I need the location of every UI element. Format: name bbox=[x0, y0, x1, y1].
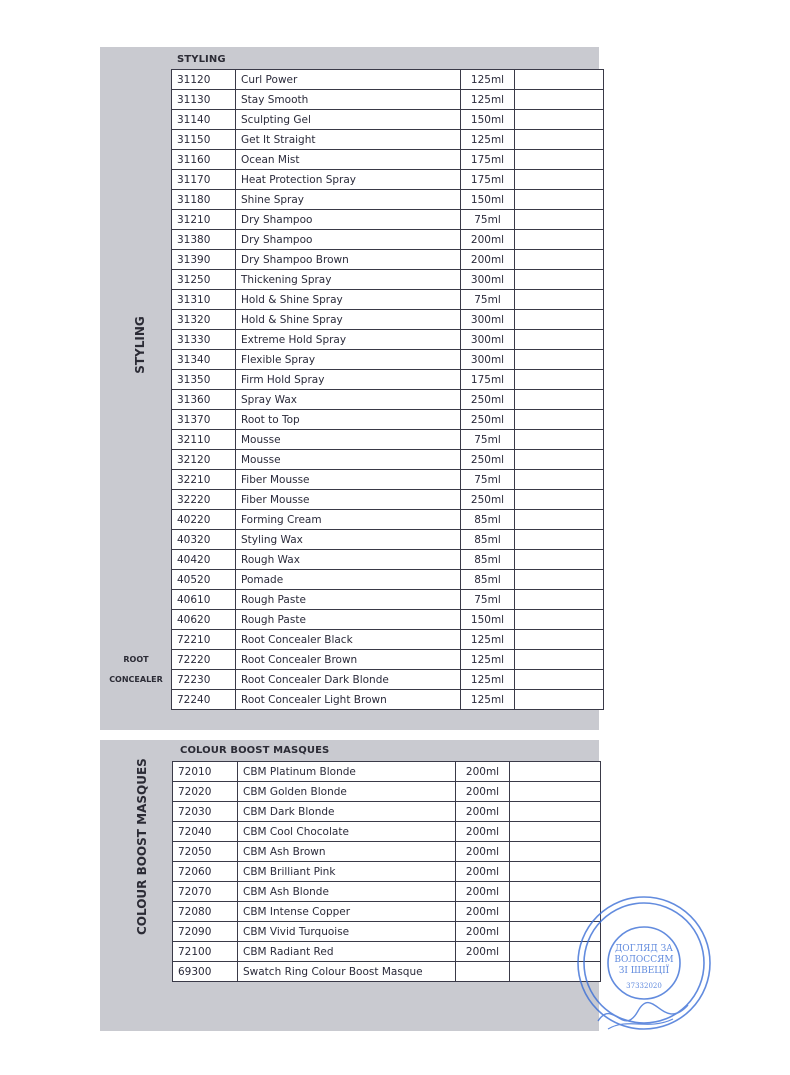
empty-cell bbox=[515, 690, 604, 710]
table-row bbox=[172, 470, 604, 490]
product-code: 32210 bbox=[172, 470, 236, 490]
empty-cell bbox=[515, 370, 604, 390]
product-code: 72240 bbox=[172, 690, 236, 710]
product-name: Heat Protection Spray bbox=[236, 170, 461, 190]
product-code: 72100 bbox=[173, 942, 238, 962]
product-size: 300ml bbox=[461, 310, 515, 330]
product-name: CBM Brilliant Pink bbox=[238, 862, 456, 882]
styling-side-label: STYLING bbox=[133, 316, 147, 374]
product-name: Curl Power bbox=[236, 70, 461, 90]
product-size: 250ml bbox=[461, 390, 515, 410]
product-name: Hold & Shine Spray bbox=[236, 310, 461, 330]
table-row bbox=[173, 802, 601, 822]
product-code: 40610 bbox=[172, 590, 236, 610]
product-name: Rough Wax bbox=[236, 550, 461, 570]
empty-cell bbox=[515, 170, 604, 190]
official-stamp bbox=[568, 893, 718, 1045]
product-code: 31370 bbox=[172, 410, 236, 430]
table-row bbox=[172, 210, 604, 230]
table-row bbox=[172, 650, 604, 670]
product-size: 200ml bbox=[461, 230, 515, 250]
product-code: 72070 bbox=[173, 882, 238, 902]
table-row bbox=[172, 390, 604, 410]
product-name: Forming Cream bbox=[236, 510, 461, 530]
product-name: Shine Spray bbox=[236, 190, 461, 210]
product-size: 200ml bbox=[456, 802, 510, 822]
product-size: 175ml bbox=[461, 150, 515, 170]
product-code: 31130 bbox=[172, 90, 236, 110]
empty-cell bbox=[515, 490, 604, 510]
product-size: 200ml bbox=[456, 842, 510, 862]
product-size: 75ml bbox=[461, 430, 515, 450]
product-name: Fiber Mousse bbox=[236, 490, 461, 510]
table-row bbox=[172, 110, 604, 130]
cbm-table bbox=[172, 761, 601, 982]
table-row bbox=[172, 530, 604, 550]
table-row bbox=[172, 510, 604, 530]
product-code: 72050 bbox=[173, 842, 238, 862]
product-size: 300ml bbox=[461, 270, 515, 290]
table-row bbox=[172, 490, 604, 510]
table-row bbox=[172, 690, 604, 710]
product-name: Stay Smooth bbox=[236, 90, 461, 110]
product-name: Dry Shampoo Brown bbox=[236, 250, 461, 270]
empty-cell bbox=[515, 190, 604, 210]
empty-cell bbox=[515, 410, 604, 430]
product-name: Firm Hold Spray bbox=[236, 370, 461, 390]
product-code: 31380 bbox=[172, 230, 236, 250]
product-code: 69300 bbox=[173, 962, 238, 982]
table-row bbox=[172, 270, 604, 290]
table-row bbox=[173, 842, 601, 862]
root-concealer-label-line1: ROOT bbox=[123, 655, 149, 664]
product-code: 31350 bbox=[172, 370, 236, 390]
product-name: Thickening Spray bbox=[236, 270, 461, 290]
table-row bbox=[173, 782, 601, 802]
product-name: Swatch Ring Colour Boost Masque bbox=[238, 962, 456, 982]
product-name: Ocean Mist bbox=[236, 150, 461, 170]
product-code: 72020 bbox=[173, 782, 238, 802]
product-code: 72010 bbox=[173, 762, 238, 782]
stamp-text-1: ДОГЛЯД ЗА bbox=[614, 944, 674, 954]
product-size: 300ml bbox=[461, 350, 515, 370]
empty-cell bbox=[515, 550, 604, 570]
table-row bbox=[172, 430, 604, 450]
empty-cell bbox=[515, 670, 604, 690]
product-name: CBM Platinum Blonde bbox=[238, 762, 456, 782]
product-code: 31210 bbox=[172, 210, 236, 230]
product-name: CBM Ash Brown bbox=[238, 842, 456, 862]
table-row bbox=[172, 70, 604, 90]
product-code: 31120 bbox=[172, 70, 236, 90]
product-size: 125ml bbox=[461, 650, 515, 670]
table-row bbox=[172, 310, 604, 330]
empty-cell bbox=[515, 330, 604, 350]
product-code: 32120 bbox=[172, 450, 236, 470]
cbm-section-title: COLOUR BOOST MASQUES bbox=[180, 745, 330, 756]
product-code: 31320 bbox=[172, 310, 236, 330]
table-row bbox=[172, 350, 604, 370]
product-name: Styling Wax bbox=[236, 530, 461, 550]
product-size: 200ml bbox=[456, 822, 510, 842]
product-size: 75ml bbox=[461, 290, 515, 310]
product-size: 85ml bbox=[461, 570, 515, 590]
product-size: 125ml bbox=[461, 690, 515, 710]
table-row bbox=[173, 902, 601, 922]
table-row bbox=[173, 962, 601, 982]
product-name: Root Concealer Brown bbox=[236, 650, 461, 670]
product-code: 72080 bbox=[173, 902, 238, 922]
table-row bbox=[172, 550, 604, 570]
empty-cell bbox=[515, 630, 604, 650]
product-code: 31390 bbox=[172, 250, 236, 270]
cbm-side-label: COLOUR BOOST MASQUES bbox=[135, 758, 149, 935]
product-size: 85ml bbox=[461, 530, 515, 550]
product-code: 31310 bbox=[172, 290, 236, 310]
product-name: Pomade bbox=[236, 570, 461, 590]
product-size: 200ml bbox=[461, 250, 515, 270]
empty-cell bbox=[515, 310, 604, 330]
product-code: 72090 bbox=[173, 922, 238, 942]
product-name: Get It Straight bbox=[236, 130, 461, 150]
empty-cell bbox=[515, 590, 604, 610]
stamp-text-3: ЗІ ШВЕЦІЇ bbox=[618, 966, 670, 976]
product-name: CBM Cool Chocolate bbox=[238, 822, 456, 842]
product-name: Dry Shampoo bbox=[236, 210, 461, 230]
empty-cell bbox=[515, 610, 604, 630]
styling-table bbox=[171, 69, 604, 710]
product-size: 125ml bbox=[461, 90, 515, 110]
product-name: Hold & Shine Spray bbox=[236, 290, 461, 310]
table-row bbox=[172, 170, 604, 190]
table-row bbox=[172, 290, 604, 310]
table-row bbox=[173, 862, 601, 882]
product-code: 31180 bbox=[172, 190, 236, 210]
product-name: CBM Intense Copper bbox=[238, 902, 456, 922]
product-code: 72040 bbox=[173, 822, 238, 842]
table-row bbox=[172, 670, 604, 690]
product-name: Flexible Spray bbox=[236, 350, 461, 370]
product-code: 72030 bbox=[173, 802, 238, 822]
empty-cell bbox=[515, 650, 604, 670]
product-size: 200ml bbox=[456, 942, 510, 962]
table-row bbox=[173, 762, 601, 782]
product-size: 250ml bbox=[461, 410, 515, 430]
empty-cell bbox=[515, 470, 604, 490]
product-name: Spray Wax bbox=[236, 390, 461, 410]
product-size: 85ml bbox=[461, 510, 515, 530]
empty-cell bbox=[515, 70, 604, 90]
product-code: 40520 bbox=[172, 570, 236, 590]
product-name: Mousse bbox=[236, 430, 461, 450]
product-size: 200ml bbox=[456, 782, 510, 802]
product-code: 31340 bbox=[172, 350, 236, 370]
product-size: 175ml bbox=[461, 170, 515, 190]
empty-cell bbox=[515, 450, 604, 470]
product-name: CBM Dark Blonde bbox=[238, 802, 456, 822]
product-size: 125ml bbox=[461, 70, 515, 90]
table-row bbox=[173, 942, 601, 962]
product-name: CBM Vivid Turquoise bbox=[238, 922, 456, 942]
product-name: Root Concealer Light Brown bbox=[236, 690, 461, 710]
table-row bbox=[172, 330, 604, 350]
empty-cell bbox=[510, 842, 601, 862]
product-name: CBM Golden Blonde bbox=[238, 782, 456, 802]
product-code: 40220 bbox=[172, 510, 236, 530]
empty-cell bbox=[515, 130, 604, 150]
empty-cell bbox=[510, 862, 601, 882]
product-size: 200ml bbox=[456, 882, 510, 902]
product-name: Root to Top bbox=[236, 410, 461, 430]
table-row bbox=[172, 450, 604, 470]
empty-cell bbox=[515, 210, 604, 230]
table-row bbox=[172, 610, 604, 630]
empty-cell bbox=[510, 782, 601, 802]
product-code: 72210 bbox=[172, 630, 236, 650]
table-row bbox=[172, 570, 604, 590]
empty-cell bbox=[515, 530, 604, 550]
product-code: 31330 bbox=[172, 330, 236, 350]
product-code: 31160 bbox=[172, 150, 236, 170]
product-name: Fiber Mousse bbox=[236, 470, 461, 490]
empty-cell bbox=[510, 822, 601, 842]
product-code: 40620 bbox=[172, 610, 236, 630]
empty-cell bbox=[515, 270, 604, 290]
product-size: 250ml bbox=[461, 490, 515, 510]
table-row bbox=[172, 90, 604, 110]
table-row bbox=[173, 882, 601, 902]
empty-cell bbox=[515, 350, 604, 370]
empty-cell bbox=[515, 390, 604, 410]
product-size: 200ml bbox=[456, 902, 510, 922]
product-code: 40320 bbox=[172, 530, 236, 550]
product-size: 75ml bbox=[461, 590, 515, 610]
empty-cell bbox=[510, 802, 601, 822]
product-size: 85ml bbox=[461, 550, 515, 570]
product-size: 150ml bbox=[461, 190, 515, 210]
product-size: 75ml bbox=[461, 470, 515, 490]
empty-cell bbox=[515, 570, 604, 590]
product-size bbox=[456, 962, 510, 982]
stamp-number: 37332020 bbox=[626, 982, 662, 990]
empty-cell bbox=[515, 150, 604, 170]
table-row bbox=[172, 630, 604, 650]
product-code: 31360 bbox=[172, 390, 236, 410]
product-code: 32220 bbox=[172, 490, 236, 510]
table-row bbox=[172, 230, 604, 250]
product-name: Dry Shampoo bbox=[236, 230, 461, 250]
product-size: 150ml bbox=[461, 110, 515, 130]
table-row bbox=[172, 150, 604, 170]
product-code: 31250 bbox=[172, 270, 236, 290]
product-size: 200ml bbox=[456, 762, 510, 782]
table-row bbox=[173, 822, 601, 842]
product-size: 125ml bbox=[461, 130, 515, 150]
product-name: Rough Paste bbox=[236, 590, 461, 610]
product-size: 200ml bbox=[456, 922, 510, 942]
signature-stroke bbox=[598, 1003, 688, 1021]
product-code: 31170 bbox=[172, 170, 236, 190]
product-size: 175ml bbox=[461, 370, 515, 390]
table-row bbox=[172, 130, 604, 150]
product-size: 125ml bbox=[461, 630, 515, 650]
product-name: Mousse bbox=[236, 450, 461, 470]
product-size: 250ml bbox=[461, 450, 515, 470]
product-code: 31150 bbox=[172, 130, 236, 150]
empty-cell bbox=[515, 430, 604, 450]
empty-cell bbox=[515, 510, 604, 530]
table-row bbox=[172, 590, 604, 610]
empty-cell bbox=[515, 290, 604, 310]
product-name: Extreme Hold Spray bbox=[236, 330, 461, 350]
empty-cell bbox=[510, 762, 601, 782]
product-name: CBM Radiant Red bbox=[238, 942, 456, 962]
product-name: CBM Ash Blonde bbox=[238, 882, 456, 902]
empty-cell bbox=[515, 250, 604, 270]
table-row bbox=[172, 410, 604, 430]
product-code: 31140 bbox=[172, 110, 236, 130]
product-size: 75ml bbox=[461, 210, 515, 230]
product-code: 40420 bbox=[172, 550, 236, 570]
product-name: Rough Paste bbox=[236, 610, 461, 630]
product-size: 125ml bbox=[461, 670, 515, 690]
product-size: 300ml bbox=[461, 330, 515, 350]
empty-cell bbox=[515, 110, 604, 130]
product-name: Root Concealer Black bbox=[236, 630, 461, 650]
product-name: Sculpting Gel bbox=[236, 110, 461, 130]
product-code: 72230 bbox=[172, 670, 236, 690]
product-code: 32110 bbox=[172, 430, 236, 450]
empty-cell bbox=[515, 230, 604, 250]
product-code: 72060 bbox=[173, 862, 238, 882]
product-size: 150ml bbox=[461, 610, 515, 630]
table-row bbox=[172, 250, 604, 270]
styling-section-title: STYLING bbox=[177, 54, 226, 65]
empty-cell bbox=[515, 90, 604, 110]
stamp-text-2: ВОЛОССЯМ bbox=[614, 955, 674, 965]
product-size: 200ml bbox=[456, 862, 510, 882]
table-row bbox=[173, 922, 601, 942]
table-row bbox=[172, 370, 604, 390]
root-concealer-label-line2: CONCEALER bbox=[109, 675, 163, 684]
product-code: 72220 bbox=[172, 650, 236, 670]
table-row bbox=[172, 190, 604, 210]
product-name: Root Concealer Dark Blonde bbox=[236, 670, 461, 690]
